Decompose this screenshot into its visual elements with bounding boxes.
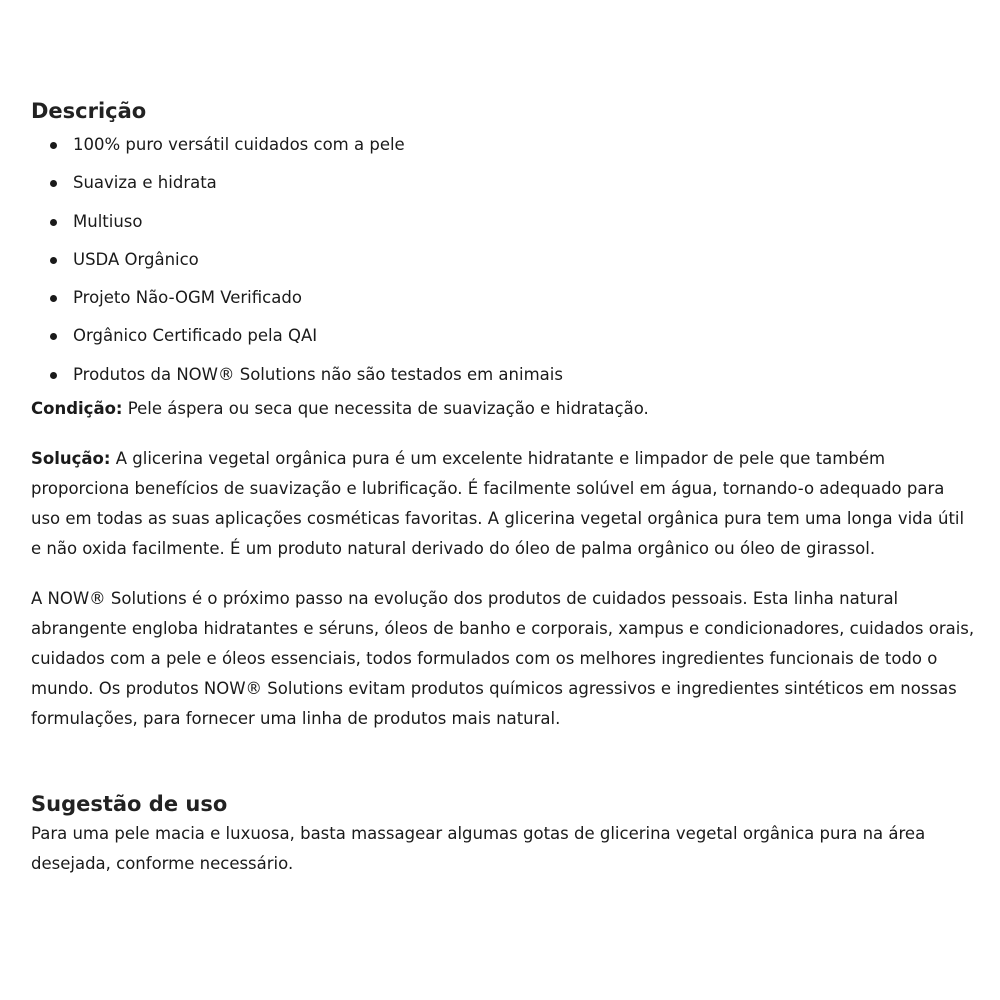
bullet-icon [50, 257, 57, 264]
condicao-text: Pele áspera ou seca que necessita de suavização e hidratação. [122, 399, 649, 419]
bullet-icon [50, 180, 57, 187]
feature-list-item [31, 317, 976, 355]
feature-list [31, 126, 976, 394]
feature-text: Multiuso [73, 211, 143, 231]
feature-text: USDA Orgânico [73, 249, 199, 269]
feature-list-item [31, 203, 976, 241]
section-title-sugestao: Sugestão de uso [31, 792, 228, 817]
bullet-icon [50, 333, 57, 340]
feature-list-item [31, 279, 976, 317]
feature-text: Orgânico Certificado pela QAI [73, 326, 318, 346]
feature-list-item [31, 241, 976, 279]
solucao-text: A glicerina vegetal orgânica pura é um excelente hidratante e limpador de pele que também proporciona benefícios de suavização e lubrificação. É facilmente solúvel em água, tornando-o adequado para uso em todas as suas aplicações cosméticas favoritas. A glicerina vegetal orgânica pura tem uma longa vida útil e não oxida facilmente. É um produto natural derivado do óleo de palma orgânico ou óleo de girassol. [31, 449, 965, 559]
feature-list-item [31, 356, 976, 394]
feature-list-item [31, 164, 976, 202]
sugestao-paragraph: Para uma pele macia e luxuosa, basta massagear algumas gotas de glicerina vegetal orgânica pura na área desejada, conforme necessário. [31, 824, 926, 874]
condicao-paragraph [31, 394, 976, 424]
solucao-label: Solução: [31, 449, 111, 469]
feature-text: Suaviza e hidrata [73, 173, 217, 193]
bullet-icon [50, 219, 57, 226]
bullet-icon [50, 142, 57, 149]
feature-text: Projeto Não-OGM Verificado [73, 288, 302, 308]
solucao-paragraph [31, 444, 976, 564]
bullet-icon [50, 295, 57, 302]
now-solutions-paragraph: A NOW® Solutions é o próximo passo na evolução dos produtos de cuidados pessoais. Esta linha natural abrangente engloba hidratantes e séruns, óleos de banho e corporais, xampus e condicionadores, cuidados orais, cuidados com a pele e óleos essenciais, todos formulados com os melhores ingredientes funcionais de todo o mundo. Os produtos NOW® Solutions evitam produtos químicos agressivos e ingredientes sintéticos em nossas formulações, para fornecer uma linha de produtos mais natural. [31, 589, 975, 729]
bullet-icon [50, 372, 57, 379]
condicao-label: Condição: [31, 399, 123, 419]
feature-text: Produtos da NOW® Solutions não são testados em animais [73, 364, 563, 384]
product-description-content [31, 96, 976, 879]
feature-list-item [31, 126, 976, 164]
feature-text: 100% puro versátil cuidados com a pele [73, 135, 405, 154]
section-title-descricao: Descrição [31, 99, 147, 123]
